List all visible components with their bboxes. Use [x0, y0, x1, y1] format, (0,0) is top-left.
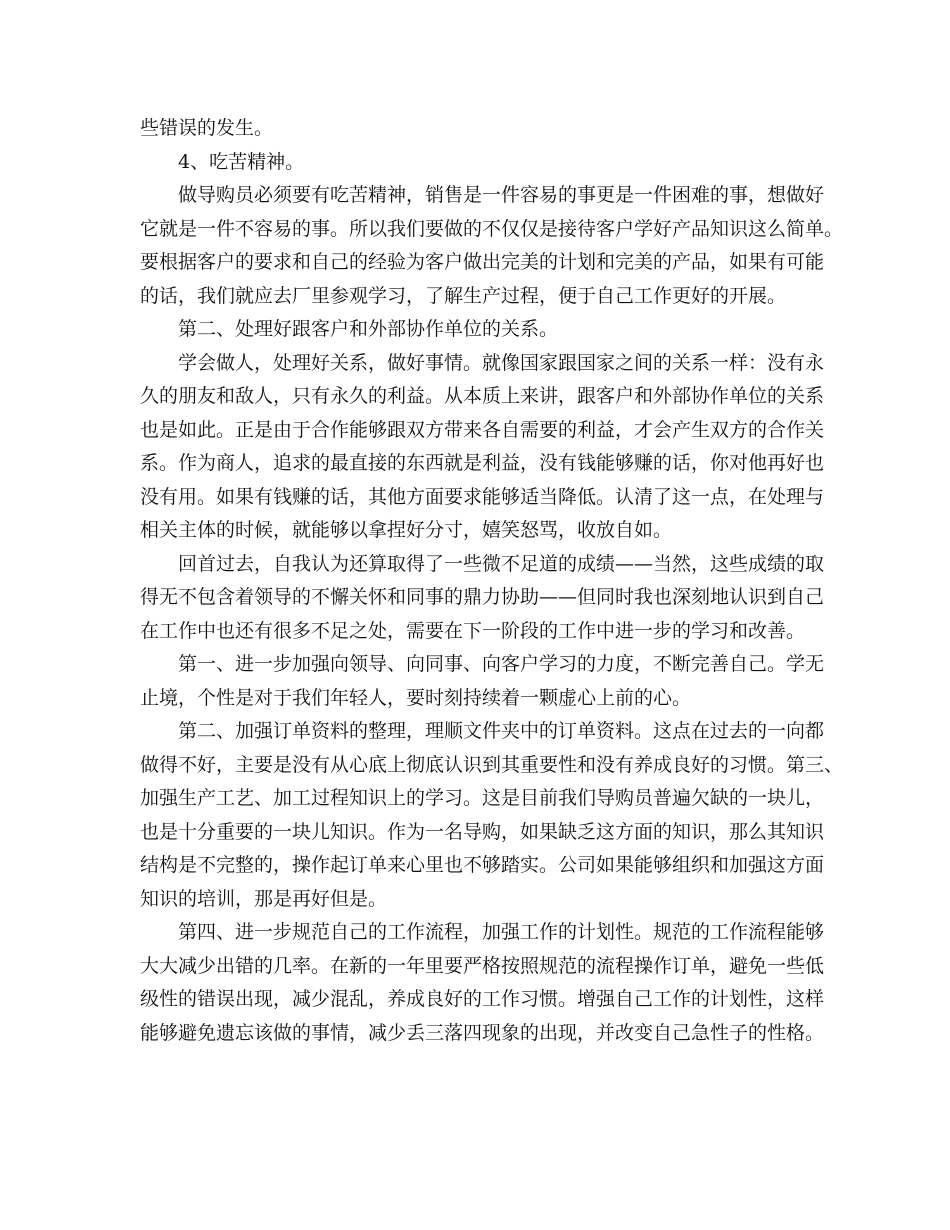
text-line: 系。作为商人，追求的最直接的东西就是利益，没有钱能够赚的话，你对他再好也	[140, 452, 825, 474]
section-heading: 4、吃苦精神。	[178, 150, 305, 173]
text-line: 做导购员必须要有吃苦精神，销售是一件容易的事更是一件困难的事，想做好	[178, 184, 825, 206]
text-line: 知识的培训，那是再好但是。	[140, 887, 388, 910]
text-line: 要根据客户的要求和自己的经验为客户做出完美的计划和完美的产品，如果有可能	[140, 251, 825, 273]
text-line: 结构是不完整的，操作起订单来心里也不够踏实。公司如果能够组织和加强这方面	[140, 854, 825, 876]
text-line: 得无不包含着领导的不懈关怀和同事的鼎力协助——但同时我也深刻地认识到自己	[140, 586, 825, 608]
text-line: 大大减少出错的几率。在新的一年里要严格按照规范的流程操作订单，避免一些低	[140, 954, 825, 977]
text-line: 在工作中也还有很多不足之处，需要在下一阶段的工作中进一步的学习和改善。	[140, 619, 806, 642]
text-line: 第一、进一步加强向领导、向同事、向客户学习的力度，不断完善自己。学无	[178, 653, 825, 675]
section-heading: 第二、处理好跟客户和外部协作单位的关系。	[178, 318, 559, 340]
text-line: 第二、加强订单资料的整理，理顺文件夹中的订单资料。这点在过去的一向都	[178, 720, 825, 742]
document-body	[140, 112, 844, 1050]
text-line: 学会做人，处理好关系，做好事情。就像国家跟国家之间的关系一样：没有永	[178, 351, 825, 374]
text-line: 回首过去，自我认为还算取得了一些微不足道的成绩——当然，这些成绩的取	[178, 552, 825, 575]
text-line: 没有用。如果有钱赚的话，其他方面要求能够适当降低。认清了这一点，在处理与	[140, 485, 825, 508]
text-line: 相关主体的时候，就能够以拿捏好分寸，嬉笑怒骂，收放自如。	[140, 519, 673, 541]
text-line: 也是十分重要的一块儿知识。作为一名导购，如果缺乏这方面的知识，那么其知识	[140, 820, 825, 843]
text-line: 也是如此。正是由于合作能够跟双方带来各自需要的利益，才会产生双方的合作关	[140, 418, 825, 441]
text-line: 它就是一件不容易的事。所以我们要做的不仅仅是接待客户学好产品知识这么简单。	[140, 217, 844, 240]
text-line: 止境，个性是对于我们年轻人，要时刻持续着一颗虚心上前的心。	[140, 686, 692, 709]
text-line: 级性的错误出现，减少混乱，养成良好的工作习惯。增强自己工作的计划性，这样	[140, 988, 825, 1010]
text-line: 能够避免遗忘该做的事情，减少丢三落四现象的出现，并改变自己急性子的性格。	[140, 1021, 825, 1044]
text-line: 些错误的发生。	[140, 117, 274, 139]
text-line: 加强生产工艺、加工过程知识上的学习。这是目前我们导购员普遍欠缺的一块儿，	[140, 787, 825, 809]
text-line: 久的朋友和敌人，只有永久的利益。从本质上来讲，跟客户和外部协作单位的关系	[140, 385, 825, 407]
text-line: 做得不好，主要是没有从心底上彻底认识到其重要性和没有养成良好的习惯。第三、	[140, 753, 844, 776]
text-line: 第四、进一步规范自己的工作流程，加强工作的计划性。规范的工作流程能够	[178, 921, 825, 943]
text-line: 的话，我们就应去厂里参观学习，了解生产过程，便于自己工作更好的开展。	[140, 284, 787, 307]
